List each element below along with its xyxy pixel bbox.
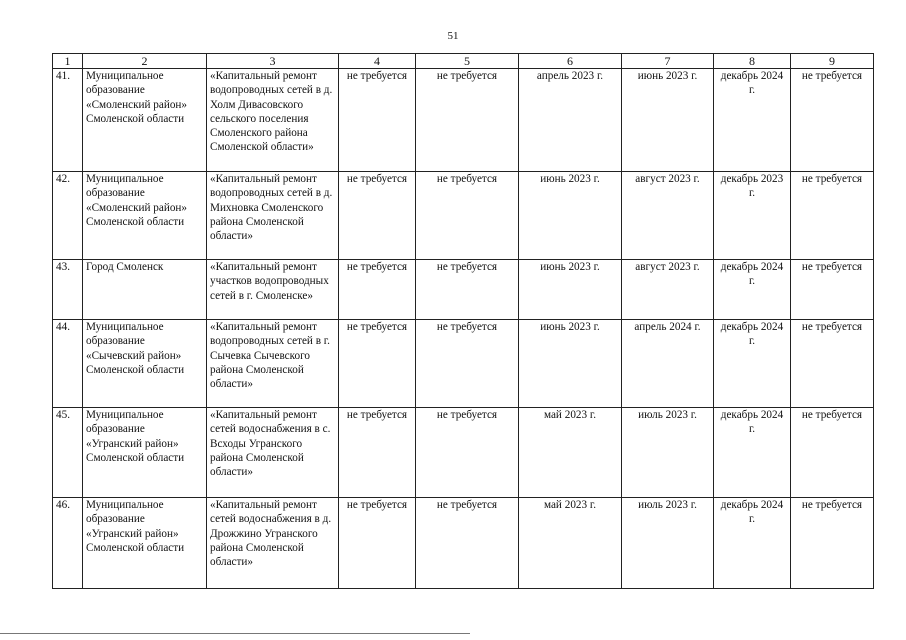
row-number: 45. bbox=[53, 408, 83, 498]
col8-cell: декабрь 2024 г. bbox=[714, 498, 791, 589]
col9-cell: не требуется bbox=[791, 320, 874, 408]
table-row bbox=[53, 498, 874, 589]
col7-cell: июнь 2023 г. bbox=[622, 69, 714, 172]
col6-cell: июнь 2023 г. bbox=[519, 260, 622, 320]
col9-cell: не требуется bbox=[791, 498, 874, 589]
col7-cell: август 2023 г. bbox=[622, 172, 714, 260]
col5-cell: не требуется bbox=[416, 498, 519, 589]
col8-cell: декабрь 2024 г. bbox=[714, 320, 791, 408]
project-cell: «Капитальный ремонт водопроводных сетей в г. Сычевка Сычевского района Смоленской области» bbox=[207, 320, 339, 408]
column-header: 5 bbox=[416, 54, 519, 69]
project-cell: «Капитальный ремонт сетей водоснабжения в д. Дрожжино Угранского района Смоленской области» bbox=[207, 498, 339, 589]
entity-cell: Муниципальное образование «Угранский район» Смоленской области bbox=[83, 408, 207, 498]
col8-cell: декабрь 2024 г. bbox=[714, 260, 791, 320]
col4-cell: не требуется bbox=[339, 260, 416, 320]
col6-cell: июнь 2023 г. bbox=[519, 172, 622, 260]
col6-cell: апрель 2023 г. bbox=[519, 69, 622, 172]
entity-cell: Муниципальное образование «Угранский район» Смоленской области bbox=[83, 498, 207, 589]
header-row bbox=[53, 54, 874, 69]
col4-cell: не требуется bbox=[339, 498, 416, 589]
column-header: 8 bbox=[714, 54, 791, 69]
row-number: 44. bbox=[53, 320, 83, 408]
col6-cell: июнь 2023 г. bbox=[519, 320, 622, 408]
project-cell: «Капитальный ремонт сетей водоснабжения в с. Всходы Угранского района Смоленской области» bbox=[207, 408, 339, 498]
column-header: 6 bbox=[519, 54, 622, 69]
col4-cell: не требуется bbox=[339, 320, 416, 408]
row-number: 43. bbox=[53, 260, 83, 320]
entity-cell: Муниципальное образование «Смоленский район» Смоленской области bbox=[83, 172, 207, 260]
project-cell: «Капитальный ремонт участков водопроводных сетей в г. Смоленске» bbox=[207, 260, 339, 320]
col4-cell: не требуется bbox=[339, 69, 416, 172]
entity-cell: Муниципальное образование «Сычевский район» Смоленской области bbox=[83, 320, 207, 408]
col7-cell: август 2023 г. bbox=[622, 260, 714, 320]
entity-cell: Город Смоленск bbox=[83, 260, 207, 320]
column-header: 4 bbox=[339, 54, 416, 69]
col5-cell: не требуется bbox=[416, 260, 519, 320]
column-header: 3 bbox=[207, 54, 339, 69]
project-cell: «Капитальный ремонт водопроводных сетей в д. Михновка Смоленского района Смоленской области» bbox=[207, 172, 339, 260]
projects-table bbox=[52, 53, 874, 589]
table-row bbox=[53, 260, 874, 320]
col8-cell: декабрь 2024 г. bbox=[714, 69, 791, 172]
table-row bbox=[53, 69, 874, 172]
page-number: 51 bbox=[447, 30, 459, 42]
row-number: 42. bbox=[53, 172, 83, 260]
col7-cell: апрель 2024 г. bbox=[622, 320, 714, 408]
col9-cell: не требуется bbox=[791, 408, 874, 498]
col4-cell: не требуется bbox=[339, 172, 416, 260]
col6-cell: май 2023 г. bbox=[519, 498, 622, 589]
col7-cell: июль 2023 г. bbox=[622, 498, 714, 589]
col5-cell: не требуется bbox=[416, 172, 519, 260]
col4-cell: не требуется bbox=[339, 408, 416, 498]
table-row bbox=[53, 320, 874, 408]
table-row bbox=[53, 408, 874, 498]
col8-cell: декабрь 2023 г. bbox=[714, 172, 791, 260]
col5-cell: не требуется bbox=[416, 320, 519, 408]
project-cell: «Капитальный ремонт водопроводных сетей в д. Холм Дивасовского сельского поселения Смоленского района Смоленской области» bbox=[207, 69, 339, 172]
row-number: 41. bbox=[53, 69, 83, 172]
col5-cell: не требуется bbox=[416, 408, 519, 498]
col7-cell: июль 2023 г. bbox=[622, 408, 714, 498]
col8-cell: декабрь 2024 г. bbox=[714, 408, 791, 498]
column-header: 2 bbox=[83, 54, 207, 69]
bottom-divider bbox=[0, 633, 470, 634]
col9-cell: не требуется bbox=[791, 69, 874, 172]
column-header: 7 bbox=[622, 54, 714, 69]
col9-cell: не требуется bbox=[791, 260, 874, 320]
col5-cell: не требуется bbox=[416, 69, 519, 172]
entity-cell: Муниципальное образование «Смоленский район» Смоленской области bbox=[83, 69, 207, 172]
row-number: 46. bbox=[53, 498, 83, 589]
col6-cell: май 2023 г. bbox=[519, 408, 622, 498]
table-row bbox=[53, 172, 874, 260]
column-header: 9 bbox=[791, 54, 874, 69]
col9-cell: не требуется bbox=[791, 172, 874, 260]
column-header: 1 bbox=[53, 54, 83, 69]
